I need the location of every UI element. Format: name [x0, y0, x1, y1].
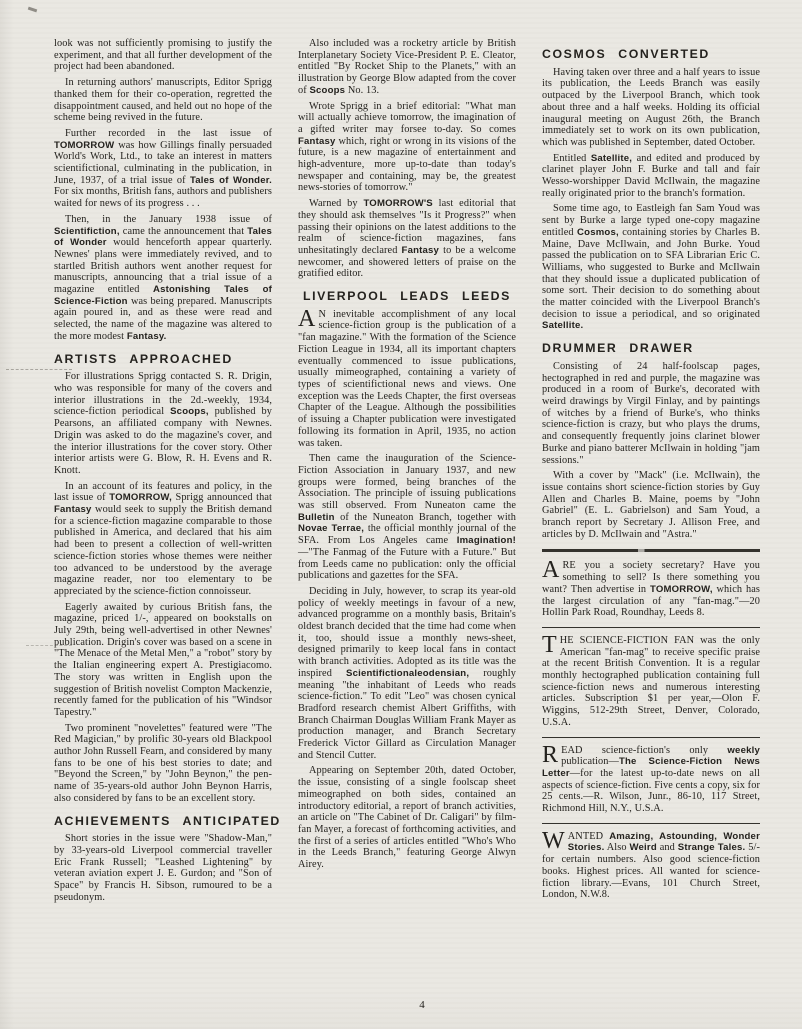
advert: ARE you a society secretary? Have you something to sell? Is there something you want? Then advertise in TOMORROW, which has the largest circulation of any "fan-mag."—20 Hollin Park Road, Roundhay, Leeds 8. [542, 557, 760, 619]
paragraph: In returning authors' manuscripts, Editor Sprigg thanked them for their co-operation, regretted the disappointment caused, and held out no hope of the scheme being revived in the future. [54, 77, 272, 124]
divider-rule [542, 823, 760, 824]
paragraph: Then, in the January 1938 issue of Scientifiction, came the announcement that Tales of Wonder would henceforth appear quarterly. Newnes' plans were immediately revived, and to startled British authors went another request for manuscripts, announcing that a trial issue of a magazine entitled Astonishing Tales of Science-Fiction was being prepared. Manuscripts again poured in, and as these were read and selected, the name of the magazine was altered to the more modest Fantasy. [54, 213, 273, 342]
paragraph: Some time ago, to Eastleigh fan Sam Youd was sent by Burke a large typed one-copy magazine entitled Cosmos, containing stories by Charles B. Maine, Dave McIlwain, and John Burke. Youd passed the publication on to SFA Librarian Eric C. Williams, who suggested to Burke and McIlwain that they should issue a duplicated publication of some sort. Their decision to do something about the matter coincided with the Liverpool Branch's decision to issue a periodical, and so originated Satellite. [542, 203, 760, 332]
paragraph: For illustrations Sprigg contacted S. R. Drigin, who was responsible for many of the covers and interior illustrations in the 2d.-weekly, 1934, science-fiction periodical Scoops, published by Pearsons, an affiliated company with Newnes. Drigin was asked to do the magazine's cover, and the interior illustrations for the cover story. Other interior artists were G. Blow, R. H. Evens and R. Knott. [54, 371, 272, 476]
paragraph: Short stories in the issue were "Shadow-Man," by 33-years-old Liverpool commercial traveller Eric Frank Russell; "Leashed Lightening" by veteran aviation expert J. E. Gurdon; and "Son of Space" by Francis H. Sibson, rumoured to be a pseudonym. [54, 833, 272, 903]
section-heading: COSMOS CONVERTED [542, 47, 710, 61]
drop-cap: T [542, 631, 557, 658]
paragraph: Warned by TOMORROW'S last editorial that they should ask themselves "Is it Progress?" when passing their opinions on the latest additions to the realm of science-fiction magazines, fans unhesitatingly declared Fantasy to be a welcome newcomer, and showered letters of praise on the gratified editor. [298, 198, 516, 280]
drop-cap: A [298, 305, 316, 332]
divider-rule [542, 737, 760, 738]
divider-rule [542, 549, 760, 552]
section-heading: ACHIEVEMENTS ANTICIPATED [54, 813, 281, 828]
section-heading: DRUMMER DRAWER [542, 341, 694, 356]
paragraph: Wrote Sprigg in a brief editorial: "What man will actually achieve tomorrow, the imagination of a gifted writer may forsee to-day. So comes Fantasy which, right or wrong in its visions of the future, is a new magazine of entertainment and high-adventure, more up-to-date than today's newspaper and containing, may be, the greatest news-stories of tomorrow." [298, 100, 516, 194]
drop-cap: R [542, 741, 559, 768]
paragraph: With a cover by "Mack" (i.e. McIlwain), the issue contains short science-fiction stories by Guy Allen and Charles B. Maine, poems by "John Gabriel" (E. L. Gabrielson) and Sam Youd, a branch report by Secretary J. Allison Free, and articles by D. McIlwain and "Astra." [542, 470, 760, 540]
advert: READ science-fiction's only weekly publication—The Science-Fiction News Letter—for the latest up-to-date news on all aspects of science-fiction. Five cents a copy, six for 25 cents.—R. Wilson, Junr., 86-10, 117 Street, Richmond Hill, N.Y., U.S.A. [542, 741, 760, 815]
paragraph: Then came the inauguration of the Science-Fiction Association in January 1937, and new groups were formed, being branches of the Association. The principle of issuing publications was still observed. From Nuneaton came the Bulletin of the Nuneaton Branch, together with Novae Terrae, the official monthly journal of the SFA. From Los Angeles came Imagination!—"The Fanmag of the Future with a Future." But from Leeds came no publication: only the official publications and gazettes for the SFA. [298, 453, 516, 582]
columns [54, 38, 760, 908]
paragraph: Deciding in July, however, to scrap its year-old policy of weekly meetings in favour of a new, advanced programme on a monthly basis, Britain's oldest branch decided that the time had come when it, too, should issue a monthly news-sheet, designed primarily to keep local fans in contact with branch activities. Adopted as its title was the inspired Scientifictionaleodensian, roughly meaning "the inhabitant of Leeds who reads science-fiction." To edit "Leo" was chosen cynical Bradford research chemist Albert Griffiths, with Branch Chairman Douglas William Frank Mayer as production manager, and Branch Secretary Frederick Victor Gillard as Circulation Manager and Stencil Cutter. [298, 585, 516, 761]
paragraph: Appearing on September 20th, dated October, the issue, consisting of a single foolscap sheet mimeographed on both sides, contained an introductory editorial, a report of branch activities, an article on "The Cabinet of Dr. Caligari" by film-fan Mayer, a forecast of forthcoming activities, and the first of a series of articles entitled "Who's Who in the Leeds Branch," featuring George Alwyn Airey. [298, 765, 516, 871]
paragraph: A N inevitable accomplishment of any local science-fiction group is the publication of a "fan magazine." With the formation of the Science Fiction League in 1934, all its important chapters eventually commenced to issue publications, usually mimeographed, containing a variety of types of scientifictional news and views. One exception was the Leeds Chapter, the first overseas Chapter of the League. Although the possibilities of issuing a Chapter publication were investigated following its formation in April, 1935, no action was taken. [298, 305, 516, 449]
advert: WANTED Amazing, Astounding, Wonder Stories. Also Weird and Strange Tales. 5/- for certain numbers. Also good science-fiction books. Highest prices. All wanted for science-fiction library.—Evans, 101 Church Street, London, N.W.8. [542, 827, 761, 901]
column-3 [542, 38, 760, 908]
paragraph: Eagerly awaited by curious British fans, the magazine, priced 1/-, appeared on bookstalls on July 29th, being well-advertised in other Newnes' publication. Drigin's cover was based on a scene in "The Menace of the Metal Men," a "robot" story by the Italian engineering expert A. Prestigiacomo. The story was written in English upon the suggestion of British novelist Compton Mackenzie, recently famed for the publication of his "Windsor Tapestry." [54, 601, 272, 718]
divider-rule [542, 627, 760, 628]
column-2 [298, 38, 516, 908]
paragraph: Entitled Satellite, and edited and produced by clarinet player John F. Burke and tall and fair Wesso-worshipper David McIlwain, the magazine really originated prior to the branch's formation. [542, 152, 760, 199]
paragraph: Also included was a rocketry article by British Interplanetary Society Vice-President P. E. Cleator, entitled "By Rocket Ship to the Planets," with an illustration by George Blow adapted from the cover of Scoops No. 13. [298, 38, 516, 96]
scan-artifact [28, 7, 37, 13]
paragraph: In an account of its features and policy, in the last issue of TOMORROW, Sprigg announced that Fantasy would seek to supply the British demand for a science-fiction magazine comparable to those published in America, and declared that his aim had been to present a collection of well-written science-fiction stories whose themes were neither too advanced to be understood by the average magazine reader, nor too elementary to be appreciated by the science-fiction connoisseur. [54, 480, 272, 597]
paragraph: Further recorded in the last issue of TOMORROW was how Gillings finally persuaded World's Work, Ltd., to take an interest in matters scientifictional, culminating in the publication, in June, 1937, of a trial issue of Tales of Wonder. For six months, British fans, authors and publishers waited for news of its progress . . . [54, 127, 272, 210]
paragraph: look was not sufficiently promising to justify the experiment, and that all further development of the project had been abandoned. [54, 38, 272, 73]
drop-cap: W [542, 827, 565, 854]
section-heading: ARTISTS APPROACHED [54, 351, 233, 366]
advert: THE SCIENCE-FICTION FAN was the only American "fan-mag" to receive specific praise at the recent British Convention. It is a regular monthly hectographed publication containing full science-fiction news and numerous interesting articles. Subscription $1 per year,—Olon F. Wiggins, 512-29th Street, Denver, Colorado, U.S.A. [542, 631, 760, 728]
page-number: 4 [419, 999, 425, 1011]
drop-cap: A [542, 557, 560, 584]
paragraph: Two prominent "novelettes" featured were "The Red Magician," by prolific 30-years old Blackpool author John Russell Fearn, and considered by many fans to be one of his best stories to date; and "Beyond the Screen," by "John Beynon," the pen-name of 35-years-old author John Beynon Harris, also considered by fans to be an excellent story. [54, 722, 272, 804]
section-heading: LIVERPOOL LEADS LEEDS [303, 289, 511, 304]
column-1 [54, 38, 281, 908]
paragraph: Having taken over three and a half years to issue its publication, the Leeds Branch was easily outpaced by the Liverpool Branch, which took about three and a half weeks. Holding its official inaugural meeting on August 26th, the Branch immediately set to work on its own publication, which was published in September, dated October. [542, 66, 760, 148]
paragraph: Consisting of 24 half-foolscap pages, hectographed in red and purple, the magazine was produced in a room of Burke's, decorated with weird drawings by Virgil Finlay, and by paintings of witches by a friend of Burke's, who thinks science-fiction is crazy, but who plays the drums, and consequently frequently joins clarinet blower Burke and piano batterer McIlwain in holding "jam sessions." [542, 360, 760, 466]
